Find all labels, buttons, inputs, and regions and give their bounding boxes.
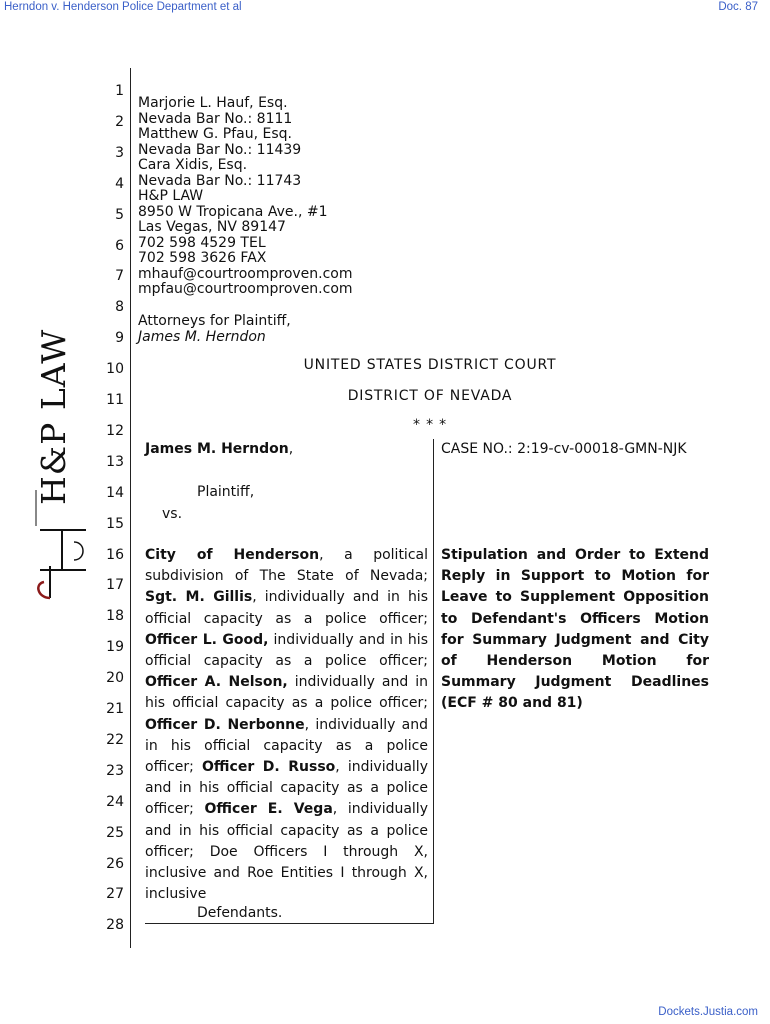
line-number: 15	[106, 515, 124, 532]
line-number: 22	[106, 731, 124, 748]
plaintiff-name: James M. Herndon	[145, 441, 289, 457]
line-number: 18	[106, 608, 124, 625]
plaintiff-suffix: ,	[288, 441, 294, 457]
line-number: 13	[106, 453, 124, 470]
line-number: 1	[115, 83, 124, 99]
attorney-block-line: H&P LAW	[138, 188, 204, 204]
line-number: 28	[106, 917, 124, 934]
defendant-name: Officer L. Good,	[145, 631, 269, 648]
line-number: 8	[115, 299, 124, 316]
plaintiff-label: Plaintiff,	[197, 484, 255, 500]
defendant-description: , individually and in his official capacity as a police officer;	[145, 589, 428, 627]
line-number: 5	[115, 206, 124, 223]
attorney-block-line: Cara Xidis, Esq.	[138, 157, 248, 173]
line-number: 16	[106, 546, 124, 563]
line-number: 9	[115, 330, 124, 347]
line-number: 7	[115, 268, 124, 285]
attorney-block-line: 8950 W Tropicana Ave., #1	[138, 203, 328, 220]
plaintiff-line	[145, 439, 428, 460]
attorney-block-line: Matthew G. Pfau, Esq.	[138, 126, 292, 142]
attorney-block-line: mhauf@courtroomproven.com	[138, 265, 353, 282]
caption-bottom-rule	[145, 923, 434, 924]
attorney-block-line: 702 598 3626 FAX	[138, 250, 267, 266]
defendant-name: City of Henderson	[145, 547, 320, 563]
document-title: Stipulation and Order to Extend Reply in Support to Motion for Leave to Supplement Opposition to Defendant's Officers Motion for Summary Judgment and City of Henderson Motion for Summary Judgment Deadlines (ECF # 80 and 81)	[441, 547, 709, 712]
attorneys-for-client: James M. Herndon	[138, 329, 266, 345]
line-number: 24	[106, 793, 124, 810]
defendants-label: Defendants.	[197, 905, 283, 921]
line-number: 17	[106, 577, 124, 594]
firm-logo-text: H&P LAW	[34, 328, 73, 505]
line-number: 3	[115, 144, 124, 161]
line-number: 20	[106, 670, 124, 687]
caption-divider	[433, 439, 434, 923]
attorney-block-line: Marjorie L. Hauf, Esq.	[138, 95, 288, 111]
line-number: 4	[115, 175, 124, 192]
doc-number-header: Doc. 87	[718, 1, 758, 13]
defendant-description: individually and in his official capacity as a police officer;	[145, 674, 428, 712]
line-number: 14	[106, 484, 124, 501]
line-number: 6	[115, 237, 124, 254]
court-stars: * * *	[413, 417, 447, 433]
defendant-description: individually and in his official capacity as a police officer;	[145, 631, 428, 670]
attorney-block-line: Nevada Bar No.: 8111	[138, 110, 293, 127]
defendant-name: Officer A. Nelson,	[145, 674, 288, 691]
line-number: 23	[106, 762, 124, 779]
left-margin-rule	[130, 68, 131, 948]
defendant-description: , individually and in his official capacity as a police officer;	[145, 759, 428, 818]
attorney-block-line: Las Vegas, NV 89147	[138, 219, 286, 235]
defendant-description: , individually and in his official capacity as a police officer;	[145, 716, 428, 776]
versus-label: vs.	[162, 506, 183, 522]
attorney-block-line: Nevada Bar No.: 11439	[138, 141, 302, 158]
justia-footer-link[interactable]: Dockets.Justia.com	[658, 1006, 758, 1018]
line-number: 27	[106, 886, 124, 903]
court-name: UNITED STATES DISTRICT COURT	[303, 357, 557, 373]
attorneys-for-label: Attorneys for Plaintiff,	[138, 313, 291, 329]
line-number: 25	[106, 824, 124, 841]
line-number: 26	[106, 855, 124, 872]
defendants-list	[145, 545, 428, 905]
line-number: 10	[106, 361, 124, 378]
court-district: DISTRICT OF NEVADA	[347, 388, 513, 404]
defendant-name: Officer D. Russo	[202, 759, 336, 776]
attorney-block-line: 702 598 4529 TEL	[138, 234, 266, 251]
attorney-block-line: Nevada Bar No.: 11743	[138, 172, 302, 189]
line-number: 19	[106, 639, 124, 656]
case-number: CASE NO.: 2:19-cv-00018-GMN-NJK	[441, 441, 687, 457]
defendant-name: Sgt. M. Gillis	[145, 589, 253, 606]
line-number: 2	[115, 113, 124, 130]
defendant-description: , individually and in his official capacity as a police officer; Doe Officers I through X, inclusive and Roe Entities I through X, inclusive	[145, 801, 428, 903]
defendant-name: Officer E. Vega	[204, 801, 333, 818]
defendant-description: , a political subdivision of The State of Nevada;	[145, 547, 428, 585]
case-title-header: Herndon v. Henderson Police Department et al	[4, 1, 242, 13]
line-number: 11	[106, 392, 124, 408]
defendant-name: Officer D. Nerbonne	[145, 716, 305, 733]
line-number: 21	[106, 701, 124, 717]
line-number: 12	[106, 422, 124, 439]
attorney-block-line: mpfau@courtroomproven.com	[138, 281, 353, 297]
